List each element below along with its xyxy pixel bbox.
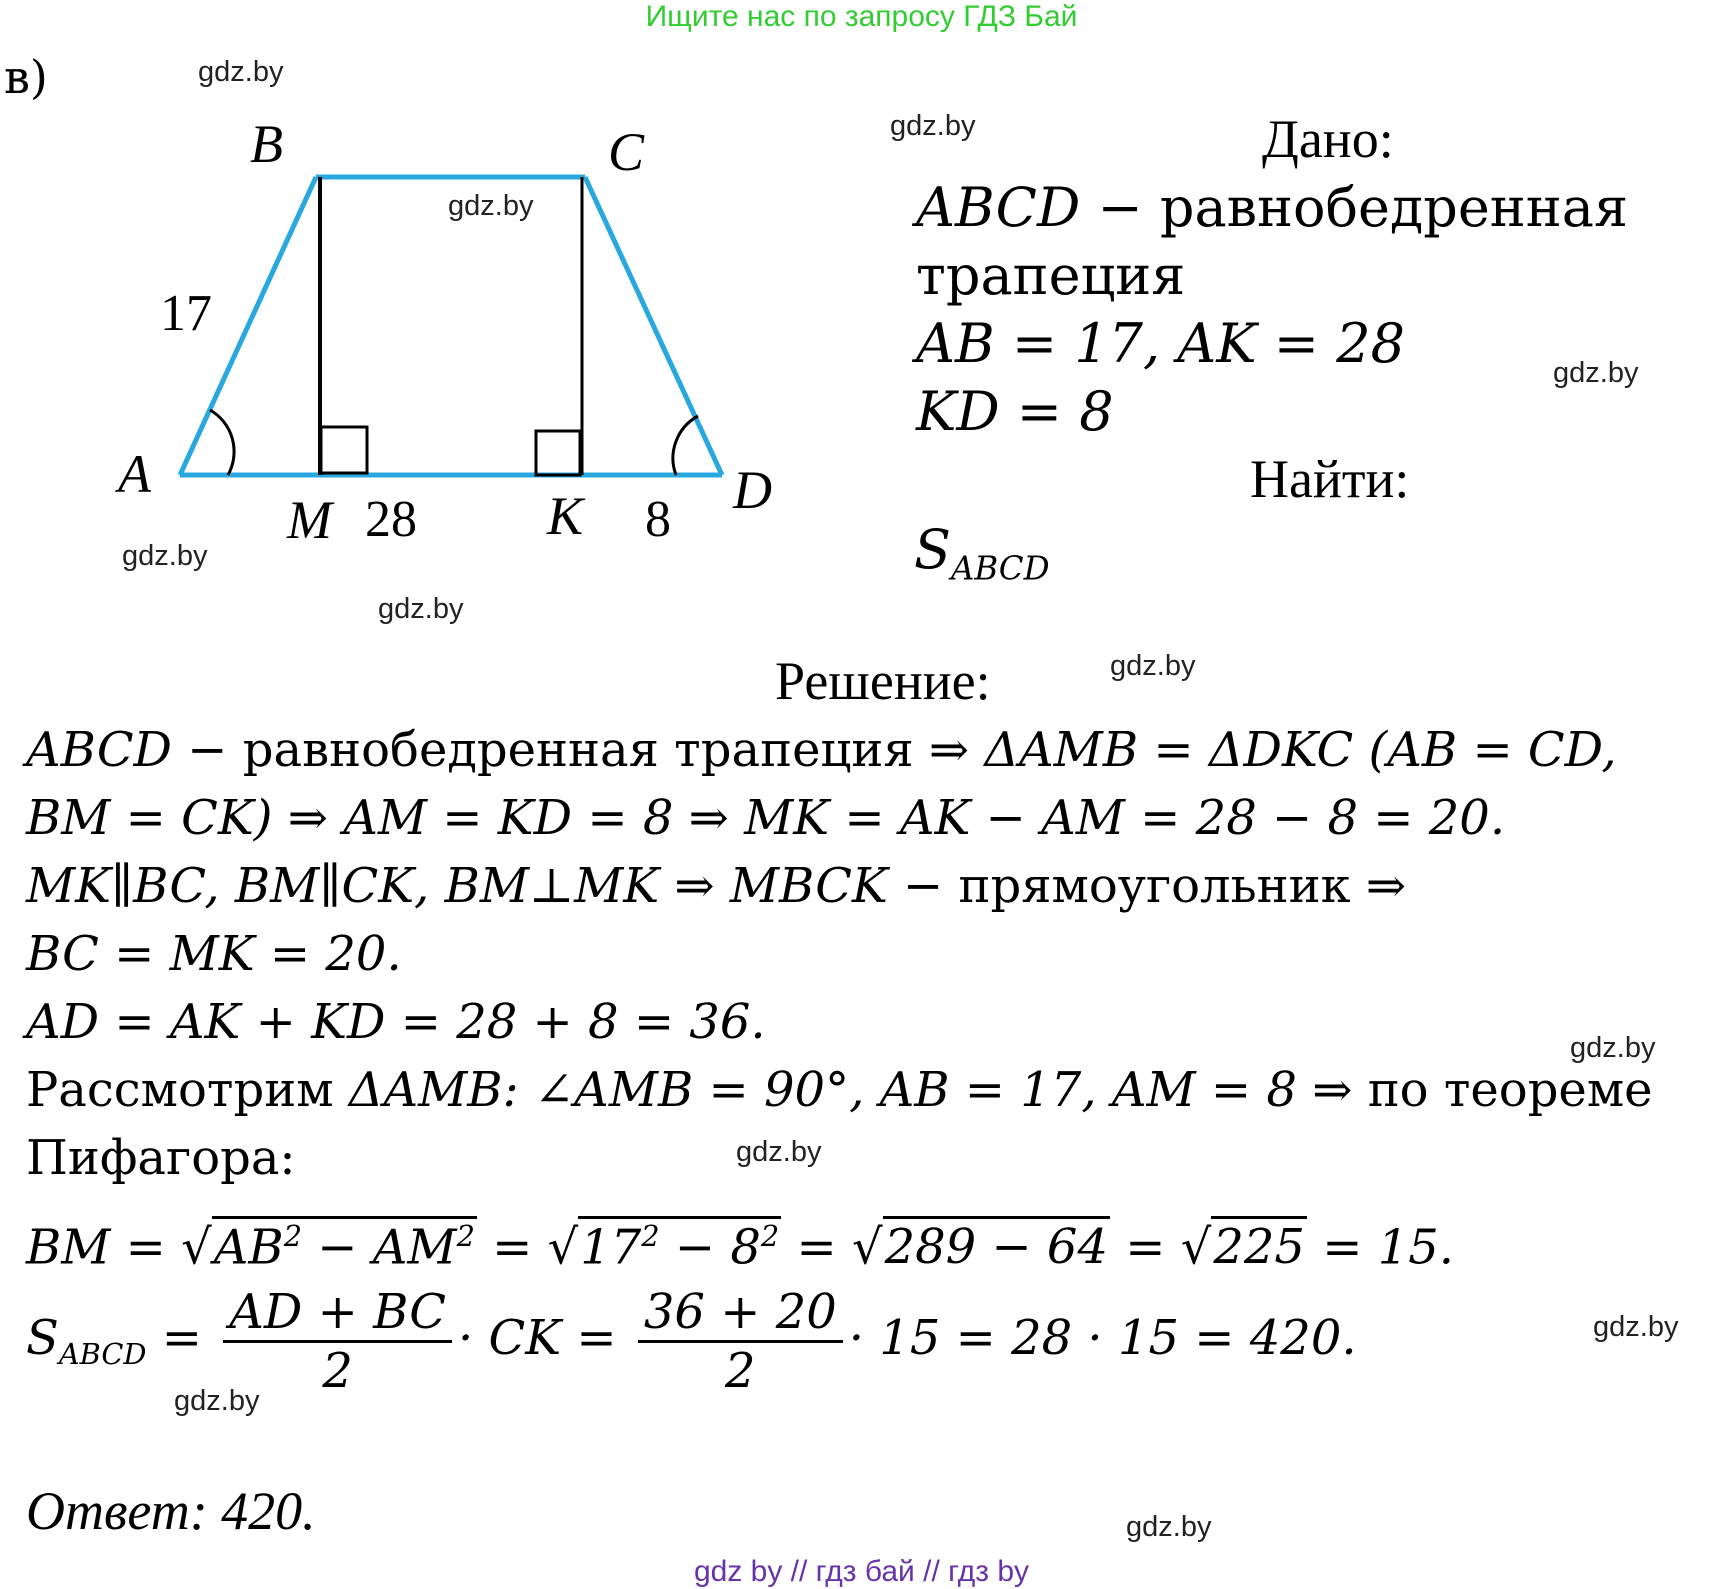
given-line-4: KD = 8 <box>916 380 1114 443</box>
sqrt-2-term-b: − 8 <box>659 1219 761 1276</box>
side-cd <box>585 177 722 475</box>
fraction-2 <box>638 1284 843 1399</box>
fraction-2-denominator: 2 <box>725 1343 756 1399</box>
watermark: gdz.by <box>448 190 534 222</box>
watermark: gdz.by <box>1110 650 1196 682</box>
bottom-banner[interactable]: gdz by // гдз бай // гдз by <box>693 1555 1030 1588</box>
sqrt-1-term-b: − AM <box>302 1219 457 1276</box>
pythagoras-lhs: BM = <box>26 1219 182 1276</box>
watermark: gdz.by <box>1593 1311 1679 1343</box>
angle-arc-a <box>210 410 234 475</box>
equals: = <box>1110 1219 1181 1276</box>
area-formula-middle: · CK = <box>458 1310 632 1366</box>
angle-arc-d <box>673 416 698 475</box>
vertex-label-k: K <box>547 486 584 546</box>
sqrt-2-term-a: 17 <box>580 1219 642 1276</box>
solution-line-4: BC = MK = 20. <box>26 926 402 982</box>
equals: = <box>146 1310 218 1366</box>
exponent: 2 <box>641 1219 660 1253</box>
given-figure-name: ABCD <box>916 176 1081 239</box>
area-formula-line <box>26 1284 1357 1399</box>
solution-line-6-text-end: ⇒ по теореме <box>1296 1062 1653 1118</box>
length-kd: 8 <box>645 491 671 548</box>
fraction-2-numerator: 36 + 20 <box>638 1284 843 1343</box>
solution-line-6-text: Рассмотрим <box>26 1062 349 1118</box>
find-target <box>914 518 1050 587</box>
right-angle-m <box>321 427 367 473</box>
fraction-1-denominator: 2 <box>322 1343 353 1399</box>
given-line-2: трапеция <box>916 244 1186 307</box>
solution-line-3-math: MK∥BC, BM∥CK, BM⊥MK ⇒ MBCK <box>26 858 888 914</box>
equals: = <box>476 1219 548 1276</box>
given-heading: Дано: <box>1262 109 1394 169</box>
solution-line-1-math: ΔAMB = ΔDKC (AB = CD, <box>984 722 1617 778</box>
sqrt-expression-2 <box>578 1216 781 1275</box>
watermark: gdz.by <box>1126 1511 1212 1543</box>
answer: Ответ: 420. <box>26 1481 316 1541</box>
solution-line-2: BM = CK) ⇒ AM = KD = 8 ⇒ MK = AK − AM = 28 − 8 = 20. <box>26 790 1506 846</box>
solution-line-3 <box>26 858 1406 914</box>
sqrt-expression-4: 225 <box>1211 1216 1307 1275</box>
top-banner[interactable]: Ищите нас по запросу ГДЗ Бай <box>645 0 1078 33</box>
vertex-label-m: M <box>287 490 332 550</box>
watermark: gdz.by <box>1570 1032 1656 1064</box>
right-angle-k <box>536 431 580 475</box>
trapezoid-figure <box>100 120 820 560</box>
given-line-1-text: − равнобедренная <box>1080 176 1629 239</box>
solution-line-6-math: ΔAMB: ∠AMB = 90°, AB = 17, AM = 8 <box>348 1062 1297 1118</box>
sqrt-expression-3: 289 − 64 <box>883 1216 1110 1275</box>
exponent: 2 <box>456 1219 475 1253</box>
solution-line-1-figure: ABCD <box>26 722 173 778</box>
find-s-subscript: ABCD <box>951 549 1050 588</box>
solution-line-1 <box>26 722 1617 778</box>
exponent: 2 <box>283 1219 303 1253</box>
solution-line-3-text: − прямоугольник ⇒ <box>887 858 1407 914</box>
area-result: · 15 = 28 · 15 = 420. <box>848 1310 1357 1366</box>
watermark: gdz.by <box>198 56 284 88</box>
pythagoras-line: BM = $√AB^2 - AM^2 = √17^2 - 8^2 = √289 - 64 = √225 = 15$. <box>26 1216 1454 1275</box>
sqrt-expression-1 <box>212 1216 477 1275</box>
vertex-label-a: A <box>118 444 151 504</box>
trapezoid-outline <box>180 177 722 475</box>
problem-label: в) <box>4 50 48 104</box>
solution-line-5: AD = AK + KD = 28 + 8 = 36. <box>26 994 766 1050</box>
given-line-1 <box>916 176 1628 239</box>
solution-heading: Решение: <box>775 651 991 711</box>
sqrt-1-term-a: AB <box>213 1219 284 1276</box>
watermark: gdz.by <box>736 1136 822 1168</box>
vertex-label-d: D <box>733 460 772 520</box>
watermark: gdz.by <box>174 1385 260 1417</box>
area-s-subscript: ABCD <box>58 1337 147 1372</box>
given-line-3: AB = 17, AK = 28 <box>916 312 1405 375</box>
vertex-label-c: C <box>608 122 645 182</box>
fraction-1-numerator: AD + BC <box>223 1284 452 1343</box>
length-ak: 28 <box>365 491 417 548</box>
watermark: gdz.by <box>122 540 208 572</box>
equals: = <box>781 1219 852 1276</box>
watermark: gdz.by <box>1553 357 1639 389</box>
vertex-label-b: B <box>250 120 283 174</box>
exponent: 2 <box>760 1219 780 1253</box>
area-s: S <box>26 1310 59 1366</box>
fraction-1 <box>223 1284 452 1399</box>
pythagoras-result: = 15. <box>1306 1219 1455 1276</box>
solution-line-1-text: − равнобедренная трапеция ⇒ <box>172 722 985 778</box>
watermark: gdz.by <box>890 110 976 142</box>
find-heading: Найти: <box>1250 449 1410 509</box>
find-s: S <box>914 518 951 581</box>
solution-line-6 <box>26 1062 1653 1118</box>
length-ab: 17 <box>160 285 212 342</box>
watermark: gdz.by <box>378 593 464 625</box>
solution-line-7: Пифагора: <box>26 1130 296 1186</box>
